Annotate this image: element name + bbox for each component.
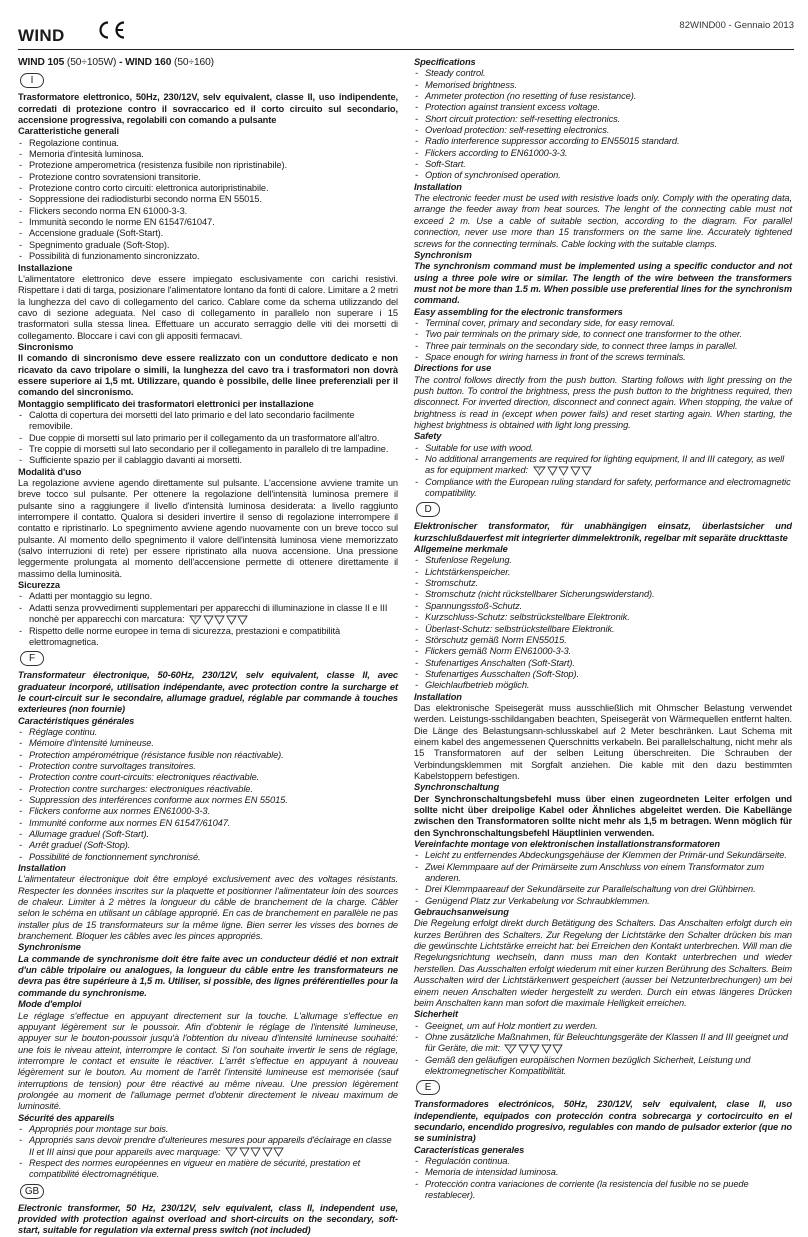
list-item: - Drei Klemmpaareauf der Sekundärseite zur Parallelschaltung von drei Glühbirnen. xyxy=(414,884,792,895)
svg-text:F: F xyxy=(230,1148,233,1154)
list-item: - Three pair terminals on the secondary side, to connect three lamps in parallel. xyxy=(414,341,792,352)
language-badge-it: I xyxy=(20,73,44,88)
gb-spec-title: Specifications xyxy=(414,57,476,67)
list-item: - Accensione graduale (Soft-Start). xyxy=(18,228,398,239)
left-column xyxy=(18,57,398,1236)
list-item: - Protection ampérométrique (résistance fusible non réactivable). xyxy=(18,750,398,761)
gb-safety-title: Safety xyxy=(414,431,442,442)
ce-mark-icon xyxy=(95,20,127,40)
gb-sync-title: Synchronism xyxy=(414,249,472,260)
list-item: - Allumage graduel (Soft-Start). xyxy=(18,829,398,840)
it-use-text: La regolazione avviene agendo direttamente sul pulsante. L'accensione avviene tramite un breve tocco sul pulsante. Per ottenere la regolazione dell'intensità luminosa premere il pulsante sino a raggiungere il livello d'intensità luminosa desiderata: a livello raggiunto interrompere il contatto. Qualora si desideri invertire il senso di regolazione interrompere il contatto e ripristinarlo. Lo spegnimento avviene agendo nuovamente con un breve tocco sul pulsante. Al momento dello spegnimento il valore dell'intensità luminosa viene memorizzato (salvo interruzioni di rete) per essere ripristinato alla nuova accensione. Una pressione leggermente prolungata al momento dell'accensione permette di ottenere direttamente il massimo della luminosità. xyxy=(18,478,398,579)
model-wind-105-range: (50÷105W) xyxy=(64,57,117,68)
list-item: - Ammeter protection (no resetting of fuse resistance). xyxy=(414,91,792,102)
list-item: - Steady control. xyxy=(414,68,792,79)
de-sync-text: Der Synchronschaltungsbefehl muss über einen zugeordneten Leiter erfolgen und sollte nicht über dreipolige Kabel oder Ähnliches abgeleitet werden. Die Kabellänge zwischen den Transformatoren sollte nicht mehr als 1,5 m betragen. Wenn möglich für den Synchronschaltungsbefehl Häuptlinien verwenden. xyxy=(414,793,792,838)
gb-install-text: The electronic feeder must be used with resistive loads only. Comply with the operating data, arrange the feeder away from heat sources. The lenght of the connecting cable must not exceed 2 m. Use a cable of suitable section, according to the diagram. For parallel connection, never use more than 15 transformers on the same line. Accurately tightened screws for the connecting terminals. Cable locking with the suitable clamps. xyxy=(414,193,792,249)
list-item: - Kurzschluss-Schutz: selbstrückstellbare Elektronik. xyxy=(414,612,792,623)
es-char-list xyxy=(414,1156,792,1201)
de-use-title: Gebrauchsanweisung xyxy=(414,907,509,918)
list-item: - Flickers conforme aux normes EN61000-3-3. xyxy=(18,806,398,817)
list-item: - Spannungsstoß-Schutz. xyxy=(414,601,792,612)
gb-intro: Electronic transformer, 50 Hz, 230/12V, selv equivalent, class II, independent use, provided with protection against overload and short-circuits on the secondary, soft-start, suitable for regulation via external press switch (not included) xyxy=(18,1202,398,1236)
de-mount-list xyxy=(414,850,792,907)
list-item: - Protection contre survoltages transitoires. xyxy=(18,761,398,772)
it-install-text: L'alimentatore elettronico deve essere impiegato esclusivamente con carichi resistivi. Rispettare i dati di targa, posizionare l'alimentatore lontano da fonti di calore. Limitare a 2 metri la lunghezza del cavo di collegamento del carico. Cablare come da schema utilizzando del cavo di sezione adeguata. Nel caso di collegamento in parallelo non superare i 15 trasformatori sulla stessa linea. Effettuare un accurato serraggio delle viti dei morsetti di collegamento. Bloccare i cavi con gli appositi fermacavi. xyxy=(18,273,398,341)
de-char-list xyxy=(414,555,792,691)
gb-install-title: Installation xyxy=(414,181,462,192)
list-item xyxy=(414,1032,792,1055)
it-safety-title: Sicurezza xyxy=(18,580,60,591)
list-item: - Adatti per montaggio su legno. xyxy=(18,591,398,602)
es-char-title: Características generales xyxy=(414,1144,525,1155)
fr-char-list xyxy=(18,727,398,863)
language-badge-es: E xyxy=(416,1080,440,1095)
list-item: - Regolazione continua. xyxy=(18,138,398,149)
list-item: - Memoria de intensidad luminosa. xyxy=(414,1167,792,1178)
list-item: - Mémoire d'intensité lumineuse. xyxy=(18,738,398,749)
gb-directions-text: The control follows directly from the push button. Starting follows with light pressing on the push button. To control the brightness, press the push button to the brightness required, then disconnect. For inverted direction, disconnect and connect again. When stopping, the value of brightness is read in (except when power fails) and reset starting again. When starting, the highest brightness is obtained with light long pressing. xyxy=(414,374,792,430)
it-use-title: Modalità d'uso xyxy=(18,466,82,477)
de-safety-title: Sicherheit xyxy=(414,1009,458,1020)
list-item: - Option of synchronised operation. xyxy=(414,170,792,181)
list-item: - Respect des normes européennes en vigueur en matière de sécurité, prestation et compatibilité électromagnétique. xyxy=(18,1158,398,1181)
it-char-title: Caratteristiche generali xyxy=(18,126,119,137)
list-item: - Arrêt graduel (Soft-Stop). xyxy=(18,840,398,851)
right-column xyxy=(414,57,792,1200)
it-safety-list xyxy=(18,591,398,648)
list-item: - Flickers gemäß Norm EN61000-3-3. xyxy=(414,646,792,657)
list-item xyxy=(18,1135,398,1158)
svg-text:F: F xyxy=(509,1045,513,1051)
document-reference: 82WIND00 - Gennaio 2013 xyxy=(679,20,794,31)
language-badge-de: D xyxy=(416,502,440,517)
gb-safety-list xyxy=(414,443,792,500)
fr-safety-list xyxy=(18,1124,398,1181)
fr-use-text: Le réglage s'effectue en appuyant directement sur la touche. L'allumage s'effectue en appuyant légèrement sur le poussoir. Afin d'obtenir le réglage de l'intensité lumineuse, appuyer sur le bouton-poussoir jusqu'à l'obtention du niveau d'intensité lumineuse souhaité: une fois le niveau atteint, interrompre le contact. Si l'on souhaite invertir le sens de réglage, interrompre le contact et ensuite le réactiver. L'arrêt s'effectue en appuyant à nouveau légèrement sur le bouton. Au moment de l'arrêt l'intensité lumineuse est memorisée (sauf interruptions de tension) pour être réactivé au même niveau. Une pression légèrement prolongée au moment de l'allumage permet d'obtenir directement le niveau maximum de luminosité. xyxy=(18,1010,398,1112)
de-mount-title: Vereinfachte montage von elektronischen installationstransformatoren xyxy=(414,839,720,850)
list-item: - Possibilità di funzionamento sincronizzato. xyxy=(18,251,398,262)
list-item xyxy=(18,603,398,626)
svg-text:F: F xyxy=(194,616,197,622)
language-badge-fr: F xyxy=(20,651,44,666)
list-item: - Protezione contro sovratensioni transitorie. xyxy=(18,172,398,183)
fr-sync-title: Synchronisme xyxy=(18,942,81,953)
list-item: - Protection contre court-circuits: electroniques réactivable. xyxy=(18,772,398,783)
list-item: - Due coppie di morsetti sul lato primario per il collegamento da un trasformatore all'altro. xyxy=(18,433,398,444)
list-item: - Stromschutz. xyxy=(414,578,792,589)
fr-safety-title: Sécurité des appareils xyxy=(18,1112,115,1123)
list-item: - Overload protection: self-resetting electronics. xyxy=(414,125,792,136)
list-item: - Stufenlose Regelung. xyxy=(414,555,792,566)
model-wind-160-range: (50÷160) xyxy=(171,57,214,68)
list-item-text: Appropriés sans devoir prendre d'ulterieures mesures pour appareils d'éclairage en classe II et III ainsi que pour appareils avec marquage: xyxy=(29,1135,392,1157)
de-install-title: Installation xyxy=(414,691,462,702)
product-title xyxy=(18,57,398,68)
fr-use-title: Mode d'emploi xyxy=(18,999,82,1010)
list-item-text: No additional arrangements are required for lighting equipment, II and III category, as well as for equipment marked: xyxy=(425,454,785,476)
list-item: - Short circuit protection: self-resetting electronics. xyxy=(414,114,792,125)
list-item: - Suppression des interférences conforme aux normes EN 55015. xyxy=(18,795,398,806)
list-item: - Flickers according to EN61000-3-3. xyxy=(414,148,792,159)
es-intro: Transformadores electrónicos, 50Hz, 230/12V, selv equivalent, clase II, uso independiente, equipados con protección contra sobrecarga y cortocircuito en el secundario, encendido progresivo, regulables con mando de pulsador exterior (que no se suministra) xyxy=(414,1099,792,1144)
list-item xyxy=(414,454,792,477)
list-item: - Spegnimento graduale (Soft-Stop). xyxy=(18,240,398,251)
de-intro: Elektronischer transformator, für unabhängigen einsatz, überlastsicher und kurzschlußdauerfest mit integrierter dimmelektronik, regelbar mit separäte druckttaste xyxy=(414,521,792,543)
it-install-title: Installazione xyxy=(18,262,73,273)
gb-sync-text: The synchronism command must be implemented using a specific conductor and not using a three pole wire or similar. The length of the wire between the transformers must not be more than 1.5 m. When possible use preferential lines for the synchronism command. xyxy=(414,261,792,306)
fr-install-title: Installation xyxy=(18,863,66,874)
list-item: - Lichtstärkenspeicher. xyxy=(414,567,792,578)
list-item: - Leicht zu entfernendes Abdeckungsgehäuse der Klemmen der Primär-und Sekundärseite. xyxy=(414,850,792,861)
marking-symbols-icon xyxy=(225,1147,284,1157)
fr-install-text: L'alimentateur électronique doit être employé exclusivement avec des voltages résistants. Respecter les données inscrites sur la plaquette et positionner l'alimentateur loin des sources de chaleur. Limiter à 2 mètres la longueur du câble de branchement de la charge. Câbler selon le schéma en utilisant un câblage approprié. En cas de branchement en parallèle ne pas installer plus de 15 transformateurs sur la même ligne. Bien serrer les visses des bornes de branchement. Bloquer les câbles avec les pinces appropriés. xyxy=(18,874,398,942)
list-item: - Appropriés pour montage sur bois. xyxy=(18,1124,398,1135)
de-safety-list xyxy=(414,1021,792,1078)
list-item: - Soppressione dei radiodisturbi secondo norma EN 55015. xyxy=(18,194,398,205)
fr-char-title: Caractéristiques générales xyxy=(18,715,135,726)
list-item: - Gemäß den geläufigen europäischen Normen bezüglich Sicherheit, Leistung und elektromegnetischer Kompatibilität. xyxy=(414,1055,792,1078)
list-item: - Überlast-Schutz: selbstrückstellbare Elektronik. xyxy=(414,624,792,635)
it-intro: Trasformatore elettronico, 50Hz, 230/12V, selv equivalent, classe II, uso indipendente, corredati di protezione contro il sovraccarico ed il corto circuito sul secondario, accensione progressiva, regolabili con comando a pulsante xyxy=(18,92,398,126)
marking-symbols-icon xyxy=(533,466,592,476)
list-item: - Réglage continu. xyxy=(18,727,398,738)
list-item: - Terminal cover, primary and secondary side, for easy removal. xyxy=(414,318,792,329)
list-item: - Protection against transient excess voltage. xyxy=(414,102,792,113)
svg-text:F: F xyxy=(537,467,541,473)
fr-sync-text: La commande de synchronisme doit être faite avec un conducteur dédié et non extrait d'un câble tripolaire ou analogues, la longueur du câble entre les transformateurs ne devra pas être supérieure à 1,5 m. Utiliser, si possible, des lignes préférentielles pour la commande du synchronisme. xyxy=(18,953,398,998)
language-badge-gb: GB xyxy=(20,1184,44,1199)
marking-symbols-icon xyxy=(504,1044,563,1054)
list-item: - Flickers secondo norma EN 61000-3-3. xyxy=(18,206,398,217)
list-item: - Soft-Start. xyxy=(414,159,792,170)
list-item: - Protezione contro corto circuiti: elettronica autoripristinabile. xyxy=(18,183,398,194)
list-item: - Stufenartiges Ausschalten (Soft-Stop). xyxy=(414,669,792,680)
it-char-list xyxy=(18,138,398,263)
page-header xyxy=(18,18,794,50)
de-install-text: Das elektronische Speisegerät muss ausschließlich mit Ohmscher Belastung verwendet werden. Leistungs-sschildangaben beachten, Speisegerät von Wärmequellen entfernt halten. Die Länge des Belastungsann-schlusskabel auf 2 Meter beschränken. Laut Schema mit einem kabel des angemessenen Querschnitts verkabeln. Bei parallelschaltung, nicht mehr als 15 Transformatoren auf der selben Leitung überschreiten. Die Schrauben der Verbindungsklemmen mit Sorgfalt anziehen. Die kable mit den dazu bestimmten Kabelstoppern befestigen. xyxy=(414,702,792,781)
list-item: - Stromschutz (nicht rückstellbarer Sicherungswiderstand). xyxy=(414,589,792,600)
list-item-text: Ohne zusätzliche Maßnahmen, für Beleuchtungsgeräte der Klassen II and III geeignet und für Geräte, die mit: xyxy=(425,1031,788,1054)
list-item: - Störschutz gemäß Norm EN55015. xyxy=(414,635,792,646)
marking-symbols-icon xyxy=(189,615,248,625)
list-item: - Memoria d'intesità luminosa. xyxy=(18,149,398,160)
fr-intro: Transformateur électronique, 50-60Hz, 230/12V, selv equivalent, classe II, avec graduateur incorporé, utilisation indépendante, avec protection contre la surcharge et le court-circuit sur le secondaire, allumage graduel, réglable par commande à touches exterieures (non fournie) xyxy=(18,670,398,715)
list-item: - Stufenartiges Anschalten (Soft-Start). xyxy=(414,658,792,669)
list-item: - Sufficiente spazio per il cablaggio davanti ai morsetti. xyxy=(18,455,398,466)
gb-easy-title: Easy assembling for the electronic transformers xyxy=(414,306,623,317)
list-item: - Zwei Klemmpaare auf der Primärseite zum Anschluss von einem Transformator zum anderen. xyxy=(414,862,792,885)
it-mount-title: Montaggio semplificato dei trasformatori elettronici per installazione xyxy=(18,398,314,409)
list-item: - Geeignet, um auf Holz montiert zu werden. xyxy=(414,1021,792,1032)
list-item: - Immunità secondo le norme EN 61547/61047. xyxy=(18,217,398,228)
gb-directions-title: Directions for use xyxy=(414,363,492,374)
model-wind-160: WIND 160 xyxy=(125,57,172,68)
it-sync-title: Sincronismo xyxy=(18,341,74,352)
de-use-text: Die Regelung erfolgt direkt durch Betätigung des Schalters. Das Anschalten erfolgt durch ein kurzes Berühren des Schalters. Zur Regelung der Lichtstärke den Schalter drücken bis man die gewünschte Lichtstärke erreicht hat: bei Erreichen den Kontakt unterbrechen. Will man die Regelungsrichtung wechseln, dann muss man den Kontakt unterbrechen und wieder herstellen. Das Ausschalten erfolgt wiederum mit einer kurzen Berührung des Schalters. Beim Ausschalten wird der Lichtstärkenwert gespeichert (ausser bei Netzunterbrechungen) um bei einem neuen Anschalten wieder hergestellt zu werden. Durch ein etwas längeres Drücken beim Anschalten kann man sofort die maximale Helligkeit erreichen. xyxy=(414,918,792,1008)
list-item: - Memorised brightness. xyxy=(414,80,792,91)
list-item: - Tre coppie di morsetti sul lato secondario per il collegamento in parallelo di tre lampadine. xyxy=(18,444,398,455)
title-separator: - xyxy=(116,57,126,68)
list-item: - Two pair terminals on the primary side, to connect one transformer to the other. xyxy=(414,329,792,340)
gb-easy-list xyxy=(414,318,792,363)
list-item: - Protection contre surcharges: electroniques réactivable. xyxy=(18,784,398,795)
list-item: - Genügend Platz zur Verkabelung vor Schraubklemmen. xyxy=(414,896,792,907)
list-item: - Protección contra variaciones de corriente (la resistencia del fusible no se puede restablecer). xyxy=(414,1179,792,1202)
it-sync-text: Il comando di sincronismo deve essere realizzato con un conduttore dedicato e non ricavato da cavo tripolare o simili, la lunghezza del cavo tra i trasformatori non dovrà essere superiore ai 1,5 mt. Utilizzare, quando è possibile, delle linee preferenziali per il comando del sincronismo. xyxy=(18,353,398,398)
de-char-title: Allgemeine merkmale xyxy=(414,544,508,555)
list-item-text: Adatti senza provvedimenti supplementari per apparecchi di illuminazione in classe II e III nonchè per apparecchi con marcatura: xyxy=(29,602,388,625)
it-mount-list xyxy=(18,410,398,467)
list-item: - Immunité conforme aux normes EN 61547/61047. xyxy=(18,818,398,829)
list-item: - Protezione amperometrica (resistenza fusibile non ripristinabile). xyxy=(18,160,398,171)
gb-spec-list xyxy=(414,68,792,181)
list-item: - Compliance with the European ruling standard for safety, performance and electromagnetic compatibility. xyxy=(414,477,792,500)
list-item: - Rispetto delle norme europee in tema di sicurezza, prestazioni e compatibilità elettromagnetica. xyxy=(18,626,398,649)
list-item: - Gleichlaufbetrieb möglich. xyxy=(414,680,792,691)
model-wind-105: WIND 105 xyxy=(18,57,65,68)
list-item: - Calotta di copertura dei morsetti del lato primario e del lato secondario facilmente removibile. xyxy=(18,410,398,433)
de-sync-title: Synchronschaltung xyxy=(414,782,500,793)
list-item: - Space enough for wiring harness in front of the screws terminals. xyxy=(414,352,792,363)
list-item: - Radio interference suppressor according to EN55015 standard. xyxy=(414,136,792,147)
brand-title: WIND xyxy=(18,26,65,45)
list-item: - Possibilité de fonctionnement synchronisé. xyxy=(18,852,398,863)
list-item: - Suitable for use with wood. xyxy=(414,443,792,454)
list-item: - Regulación continua. xyxy=(414,1156,792,1167)
